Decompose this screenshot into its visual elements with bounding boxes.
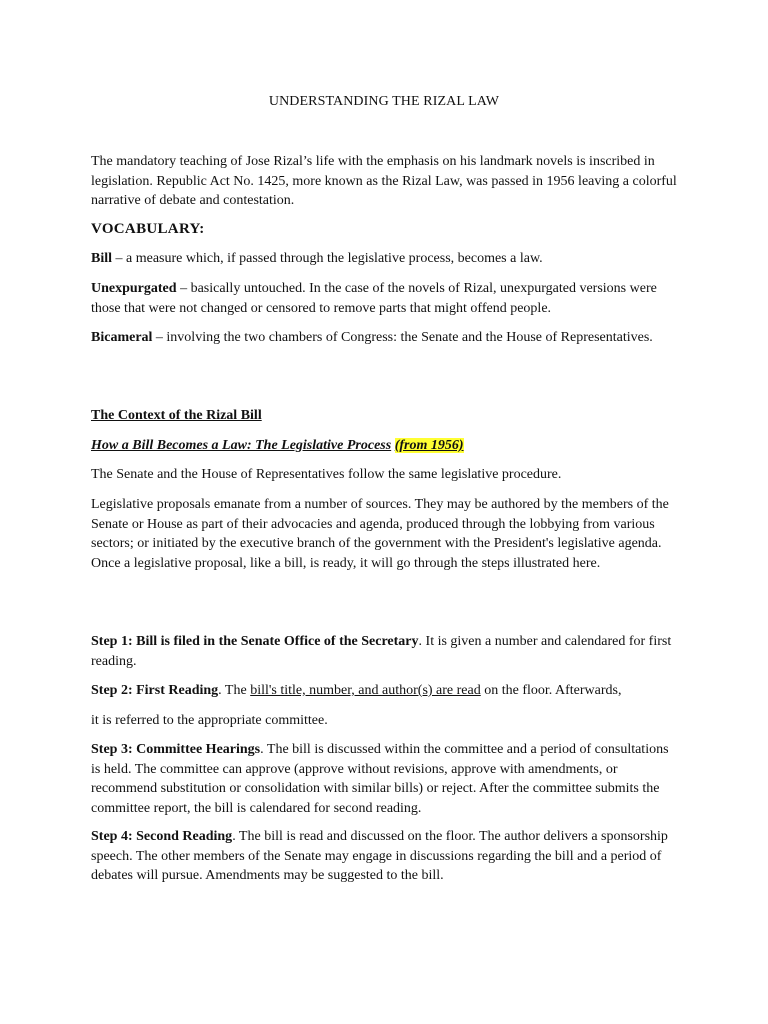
step-label: Step 3: Committee Hearings — [91, 742, 261, 757]
vocab-term: Unexpurgated — [91, 281, 177, 296]
vocab-term: Bill — [91, 251, 113, 266]
step-2-continuation: it is referred to the appropriate committee. — [91, 713, 328, 728]
step-2: Step 2: First Reading. The bill's title, number, and author(s) are read on the floor. Afterwards, — [91, 683, 622, 698]
intro-paragraph: The mandatory teaching of Jose Rizal’s life with the emphasis on his landmark novels is inscribed in legislation. Republic Act No. 1425, more known as the Rizal Law, was passed in 1956 leaving a colorful narrative of debate and contestation. — [91, 154, 677, 208]
context-paragraph-1: The Senate and the House of Representatives follow the same legislative procedure. — [91, 467, 562, 482]
vocabulary-heading: VOCABULARY: — [91, 221, 205, 237]
vocab-item-bicameral — [91, 328, 681, 348]
step-label: Step 1: Bill is filed in the Senate Office of the Secretary — [91, 634, 419, 649]
step-4: Step 4: Second Reading. The bill is read and discussed on the floor. The author delivers a sponsorship speech. The other members of the Senate may engage in discussions regarding the bill and a period of debates will pursue. Amendments may be suggested to the bill. — [91, 829, 668, 883]
legislative-process-subheading: How a Bill Becomes a Law: The Legislative Process (from 1956) — [91, 438, 464, 453]
vocab-definition: – basically untouched. In the case of the novels of Rizal, unexpurgated versions were those that were not changed or censored to remove parts that might offend people. — [91, 281, 657, 316]
vocab-term: Bicameral — [91, 330, 153, 345]
context-heading: The Context of the Rizal Bill — [91, 408, 262, 423]
vocab-item-bill — [91, 249, 681, 269]
vocab-definition: – involving the two chambers of Congress: the Senate and the House of Representatives. — [152, 330, 653, 345]
step-3: Step 3: Committee Hearings. The bill is discussed within the committee and a period of consultations is held. The committee can approve (approve without revisions, approve with amendments, or recommend substitution or consolidation with similar bills) or reject. After the committee submits the committee report, the bill is calendared for second reading. — [91, 742, 669, 816]
step-label: Step 4: Second Reading — [91, 829, 233, 844]
date-highlight: (from 1956) — [394, 438, 464, 453]
document-title: UNDERSTANDING THE RIZAL LAW — [268, 94, 500, 109]
step-1: Step 1: Bill is filed in the Senate Office of the Secretary. It is given a number and calendared for first reading. — [91, 634, 672, 669]
vocab-definition: – a measure which, if passed through the legislative process, becomes a law. — [112, 251, 543, 266]
step-label: Step 2: First Reading — [91, 683, 219, 698]
context-paragraph-2: Legislative proposals emanate from a number of sources. They may be authored by the members of the Senate or House as part of their advocacies and agenda, produced through the lobbying from various sectors; or initiated by the executive branch of the government with the President's legislative agenda. Once a legislative proposal, like a bill, is ready, it will go through the steps illustrated here. — [91, 497, 669, 571]
vocab-item-unexpurgated — [91, 279, 681, 318]
